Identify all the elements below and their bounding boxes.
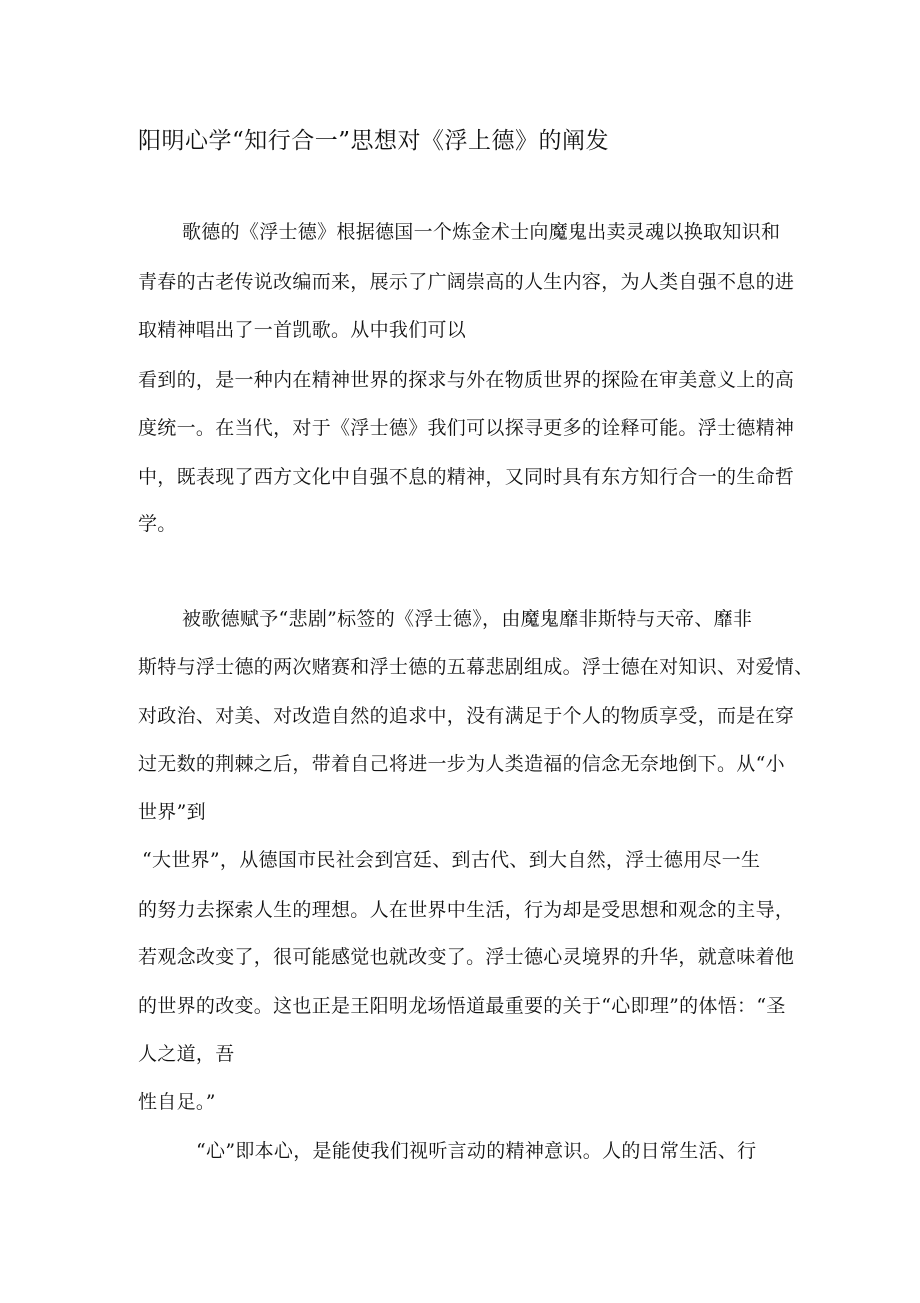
paragraph-2-line-7: 的努力去探索人生的理想。人在世界中生活，行为却是受思想和观念的主导， (138, 899, 795, 921)
paragraph-1-line-5: 度统一。在当代，对于《浮士德》我们可以探寻更多的诠释可能。浮士德精神 (138, 417, 795, 439)
paragraph-1-line-2: 青春的古老传说改编而来，展示了广阔崇高的人生内容，为人类自强不息的进 (138, 271, 795, 293)
paragraph-2-line-2: 斯特与浮士德的两次赌赛和浮士德的五幕悲剧组成。浮士德在对知识、对爱情、 (138, 656, 814, 678)
paragraph-1-line-1: 歌德的《浮士德》根据德国一个炼金术士向魔鬼出卖灵魂以换取知识和 (182, 221, 781, 243)
paragraph-2-line-4: 过无数的荆棘之后，带着自己将进一步为人类造福的信念无奈地倒下。从“小 (138, 753, 785, 775)
paragraph-2-line-5: 世界”到 (138, 801, 206, 823)
document-title: 阳明心学“知行合一”思想对《浮上德》的阐发 (138, 128, 610, 154)
paragraph-2-line-6: “大世界”，从德国市民社会到宫廷、到古代、到大自然，浮士德用尽一生 (142, 849, 761, 871)
paragraph-2-line-1: 被歌德赋予“悲剧”标签的《浮士德》，由魔鬼靡非斯特与天帝、靡非 (182, 608, 753, 630)
paragraph-1-line-4: 看到的，是一种内在精神世界的探求与外在物质世界的探险在审美意义上的高 (138, 369, 795, 391)
paragraph-2-line-3: 对政治、对美、对改造自然的追求中，没有满足于个人的物质享受，而是在穿 (138, 705, 795, 727)
paragraph-3-line-1: “心”即本心，是能使我们视听言动的精神意识。人的日常生活、行 (196, 1140, 757, 1162)
paragraph-2-line-11: 性自足。” (138, 1091, 216, 1113)
paragraph-2-line-10: 人之道，吾 (138, 1043, 235, 1065)
paragraph-1-line-3: 取精神唱出了一首凯歌。从中我们可以 (138, 319, 467, 341)
paragraph-2-line-8: 若观念改变了，很可能感觉也就改变了。浮士德心灵境界的升华，就意味着他 (138, 946, 795, 968)
paragraph-2-line-9: 的世界的改变。这也正是王阳明龙场悟道最重要的关于“心即理”的体悟：“圣 (138, 995, 786, 1017)
paragraph-1-line-6: 中，既表现了西方文化中自强不息的精神，又同时具有东方知行合一的生命哲 (138, 466, 795, 488)
paragraph-1-line-7: 学。 (138, 513, 177, 535)
